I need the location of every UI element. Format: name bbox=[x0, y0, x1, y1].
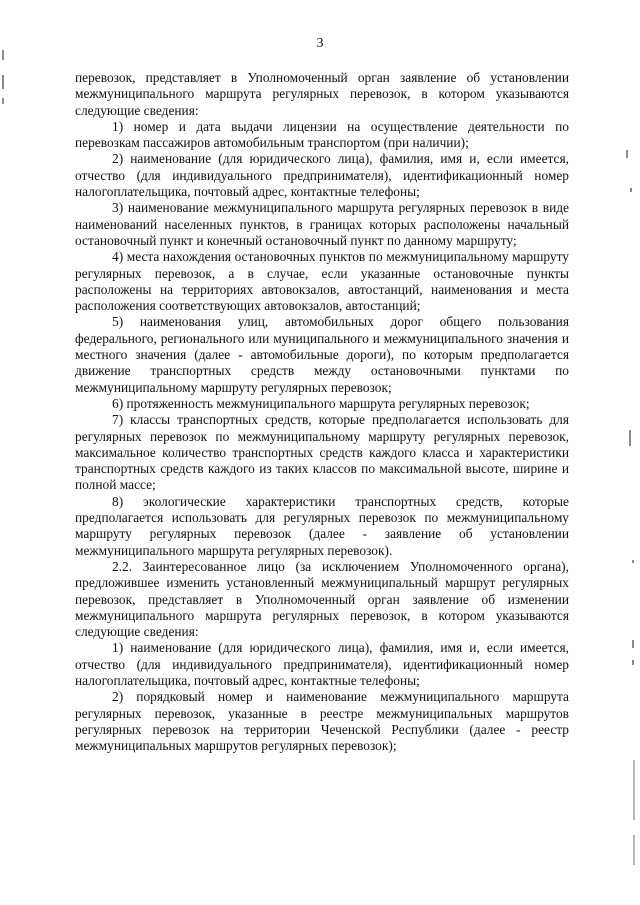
section-paragraph: 2.2. Заинтересованное лицо (за исключением Уполномоченного органа), предложившее изменить установленный межмуниципальный маршрут регулярных перевозок, представляет в Уполномоченный орган заявление об изменении межмуниципального маршрута регулярных перевозок, в котором указываются следующие сведения: bbox=[75, 558, 569, 640]
scan-mark bbox=[630, 188, 632, 192]
list-item: 8) экологические характеристики транспортных средств, которые предполагается использовать для регулярных перевозок по межмуниципальному маршруту регулярных перевозок (далее - заявление об установлении межмуниципального маршрута регулярных перевозок). bbox=[75, 493, 569, 558]
document-body bbox=[75, 70, 569, 754]
list-item: 2) порядковый номер и наименование межмуниципального маршрута регулярных перевозок, указанные в реестре межмуниципальных маршрутов регулярных перевозок на территории Чеченской Республики (далее - реестр межмуниципальных маршрутов регулярных перевозок); bbox=[75, 689, 569, 754]
list-item: 2) наименование (для юридического лица), фамилия, имя и, если имеется, отчество (для индивидуального предпринимателя), идентификационный номер налогоплательщика, почтовый адрес, контактные телефоны; bbox=[75, 151, 569, 200]
list-item: 6) протяженность межмуниципального маршрута регулярных перевозок; bbox=[112, 395, 530, 411]
scan-mark bbox=[632, 660, 634, 665]
scan-mark bbox=[632, 640, 634, 648]
list-item: 3) наименование межмуниципального маршрута регулярных перевозок в виде наименований населенных пунктов, в границах которых расположены начальный остановочный пункт и конечный остановочный пункт по данному маршруту; bbox=[75, 200, 569, 248]
paragraph: перевозок, представляет в Уполномоченный орган заявление об установлении межмуниципального маршрута регулярных перевозок, в котором указываются следующие сведения: bbox=[75, 70, 569, 118]
list-item: 4) места нахождения остановочных пунктов по межмуниципальному маршруту регулярных перевозок, а в случае, если указанные остановочные пункты расположены на территориях автовокзалов, автостанций, наименования и места расположения соответствующих автовокзалов, автостанций; bbox=[75, 249, 569, 314]
list-item: 5) наименования улиц, автомобильных дорог общего пользования федерального, регионального или муниципального и межмуниципального значения и местного значения (далее - автомобильные дороги), по которым предполагается движение транспортных средств между остановочными пунктами по межмуниципальному маршруту регулярных перевозок; bbox=[75, 314, 569, 395]
scan-mark bbox=[632, 560, 634, 563]
scan-mark bbox=[2, 98, 4, 104]
scan-mark bbox=[626, 150, 628, 158]
list-item: 1) номер и дата выдачи лицензии на осуществление деятельности по перевозкам пассажиров автомобильным транспортом (при наличии); bbox=[75, 118, 569, 151]
scan-mark bbox=[633, 760, 635, 820]
scan-mark bbox=[633, 835, 635, 865]
scan-mark bbox=[629, 430, 631, 446]
scan-mark bbox=[2, 75, 4, 89]
page-number: 3 bbox=[316, 36, 324, 51]
list-item: 1) наименование (для юридического лица), фамилия, имя и, если имеется, отчество (для индивидуального предпринимателя), идентификационный номер налогоплательщика, почтовый адрес, контактные телефоны; bbox=[75, 640, 569, 688]
list-item: 7) классы транспортных средств, которые предполагается использовать для регулярных перевозок по межмуниципальному маршруту регулярных перевозок, максимальное количество транспортных средств каждого класса и характеристики транспортных средств каждого из таких классов по максимальной высоте, ширине и полной массе; bbox=[75, 412, 569, 493]
